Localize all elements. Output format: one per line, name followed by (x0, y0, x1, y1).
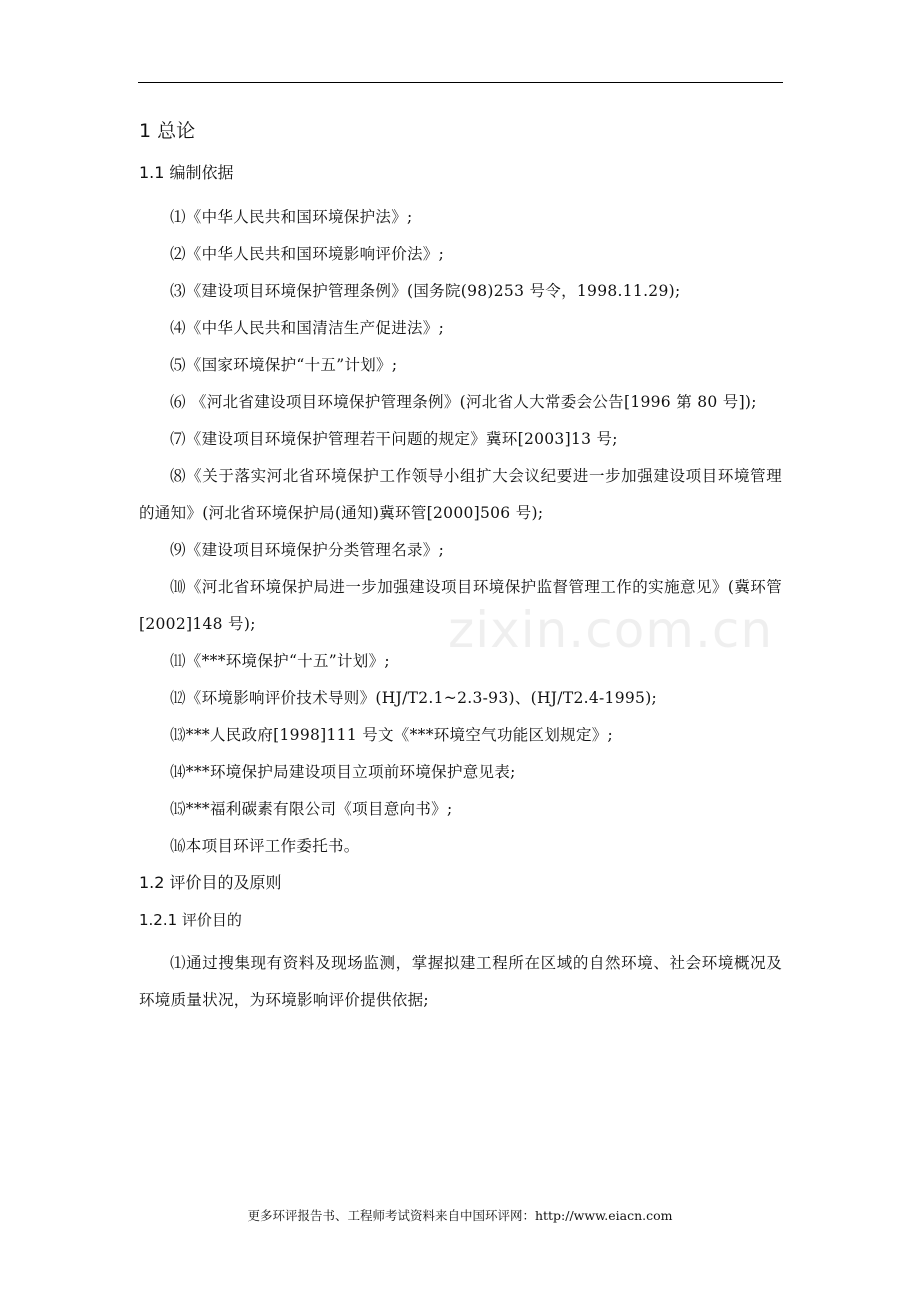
reference-item-1: ⑴《中华人民共和国环境保护法》; (170, 208, 413, 226)
reference-item-11: ⑾《***环境保护“十五”计划》; (170, 652, 390, 670)
section-heading-1-2: 1.2 评价目的及原则 (139, 873, 282, 892)
page-footer: 更多环评报告书、工程师考试资料来自中国环评网：http://www.eiacn.com (247, 1208, 673, 1223)
reference-item-4: ⑷《中华人民共和国清洁生产促进法》; (170, 319, 445, 337)
reference-item-9: ⑼《建设项目环境保护分类管理名录》; (170, 541, 445, 559)
reference-item-14: ⒁***环境保护局建设项目立项前环境保护意见表; (170, 763, 516, 781)
reference-item-6: ⑹ 《河北省建设项目环境保护管理条例》(河北省人大常委会公告[1996 第 80 号]); (170, 393, 757, 411)
reference-item-7: ⑺《建设项目环境保护管理若干问题的规定》冀环[2003]13 号; (170, 430, 618, 448)
reference-item-10: ⑽《河北省环境保护局进一步加强建设项目环境保护监督管理工作的实施意见》(冀环管[2002]148 号); (139, 578, 782, 633)
reference-item-5: ⑸《国家环境保护“十五”计划》; (170, 356, 398, 374)
reference-item-15: ⒂***福利碳素有限公司《项目意向书》; (170, 800, 453, 818)
chapter-heading: 1 总论 (139, 120, 196, 142)
reference-item-2: ⑵《中华人民共和国环境影响评价法》; (170, 245, 445, 263)
reference-item-3: ⑶《建设项目环境保护管理条例》(国务院(98)253 号令，1998.11.29); (170, 282, 681, 300)
watermark: zixin.com.cn (448, 601, 774, 659)
document-body (139, 118, 782, 1019)
reference-item-13: ⒀***人民政府[1998]111 号文《***环境空气功能区划规定》; (170, 726, 614, 744)
purpose-item-1: ⑴通过搜集现有资料及现场监测，掌握拟建工程所在区域的自然环境、社会环境概况及环境质量状况，为环境影响评价提供依据; (139, 954, 782, 1009)
header-rule (138, 82, 783, 83)
reference-item-12: ⑿《环境影响评价技术导则》(HJ/T2.1~2.3-93)、(HJ/T2.4-1995); (170, 689, 658, 707)
section-heading-1-1: 1.1 编制依据 (139, 163, 234, 182)
reference-item-8: ⑻《关于落实河北省环境保护工作领导小组扩大会议纪要进一步加强建设项目环境管理的通知》(河北省环境保护局(通知)冀环管[2000]506 号); (139, 467, 782, 522)
reference-item-16: ⒃本项目环评工作委托书。 (170, 837, 360, 855)
subsection-heading-1-2-1: 1.2.1 评价目的 (139, 911, 242, 929)
